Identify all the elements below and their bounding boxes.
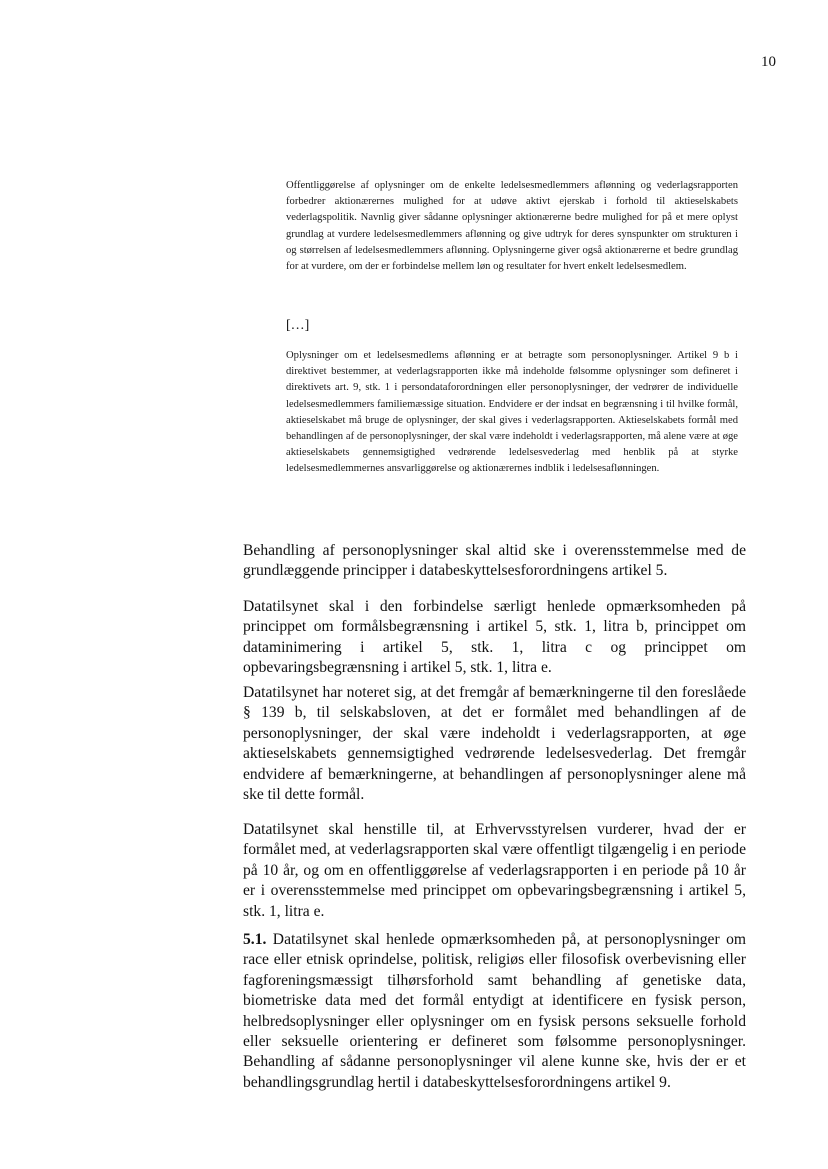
body-paragraph-4: Datatilsynet skal henstille til, at Erhvervsstyrelsen vurderer, hvad der er formålet med, at vederlagsrapporten skal være offentligt tilgængelig i en periode på 10 år, og om en offentliggørelse af vederlagsrapporten i en periode på 10 år er i overensstemmelse med princippet om opbevaringsbegrænsning i artikel 5, stk. 1, litra e. bbox=[243, 821, 746, 920]
quote-paragraph-2: Oplysninger om et ledelsesmedlems aflønning er at betragte som personoplysninger. Artikel 9 b i direktivet bestemmer, at vederlagsrapporten ikke må indeholde følsomme oplysninger som defineret i direktivets art. 9, stk. 1 i persondataforordningen eller personoplysninger, der vedrører de individuelle ledelsesmedlemmers familiemæssige situation. Endvidere er der indsat en begrænsning i til hvilke formål, aktieselskabet må bruge de oplysninger, der skal gives i vederlagsrapporten. Aktieselskabets formål med behandlingen af de personoplysninger, der skal være indeholdt i vederlagsrapporten, må alene være at øge aktieselskabets gennemsigtighed vedrørende ledelsesvederlag med henblik på at styrke ledelsesmedlemmernes ansvarliggørelse og aktionærernes indblik i ledelsesaflønningen. bbox=[286, 350, 738, 475]
quote-paragraph-1: Offentliggørelse af oplysninger om de enkelte ledelsesmedlemmers aflønning og vederlagsrapporten forbedrer aktionærernes mulighed for at udøve aktivt ejerskab i forhold til aktieselskabets vederlagspolitik. Navnlig giver sådanne oplysninger aktionærerne bedre mulighed for på et mere oplyst grundlag at vurdere ledelsesmedlemmers aflønning og give udtryk for deres synspunkter om strukturen i og størrelsen af ledelsesmedlemmers aflønning. Oplysningerne giver også aktionærerne et bedre grundlag for at vurdere, om der er forbindelse mellem løn og resultater for hvert enkelt ledelsesmedlem. bbox=[286, 180, 738, 273]
section-number: 5.1. bbox=[243, 931, 267, 948]
quote-ellipsis: […] bbox=[286, 318, 310, 333]
body-paragraph-5-text: Datatilsynet skal henlede opmærksomheden på, at personoplysninger om race eller etnisk oprindelse, politisk, religiøs eller filosofisk overbevisning eller fagforeningsmæssigt tilhørsforhold samt behandling af genetiske data, biometriske data med det formål entydigt at identificere en fysisk person, helbredsoplysninger eller oplysninger om en fysisk persons seksuelle forhold eller seksuelle orientering er defineret som følsomme personoplysninger. Behandling af sådanne personoplysninger vil alene kunne ske, hvis der er et behandlingsgrundlag hertil i databeskyttelsesforordningens artikel 9. bbox=[243, 931, 746, 1091]
body-paragraph-3: Datatilsynet har noteret sig, at det fremgår af bemærkningerne til den foreslåede § 139 b, til selskabsloven, at det er formålet med behandlingen af de personoplysninger, der skal være indeholdt i vederlagsrapporten, at øge aktieselskabets gennemsigtighed vedrørende ledelsesvederlag. Det fremgår endvidere af bemærkningerne, at behandlingen af personoplysninger alene må ske til dette formål. bbox=[243, 684, 746, 804]
body-paragraph-5 bbox=[243, 930, 746, 1093]
body-paragraph-1: Behandling af personoplysninger skal altid ske i overensstemmelse med de grundlæggende principper i databeskyttelsesforordningens artikel 5. bbox=[243, 542, 746, 580]
body-paragraph-2: Datatilsynet skal i den forbindelse særligt henlede opmærksomheden på princippet om formålsbegrænsning i artikel 5, stk. 1, litra b, princippet om dataminimering i artikel 5, stk. 1, litra c og princippet om opbevaringsbegrænsning i artikel 5, stk. 1, litra e. bbox=[243, 598, 746, 677]
page-number: 10 bbox=[761, 54, 776, 70]
